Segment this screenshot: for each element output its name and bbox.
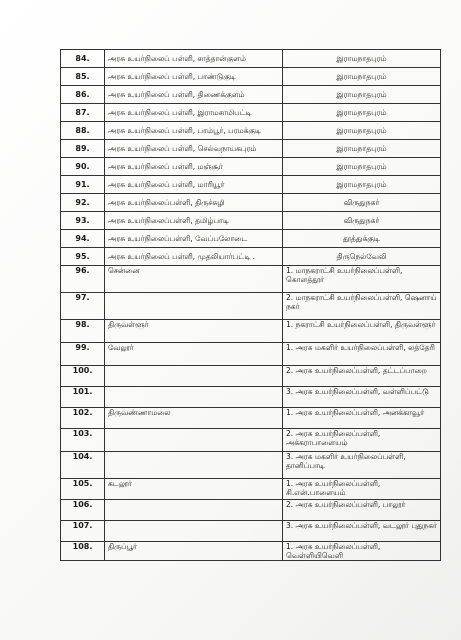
school-name: 2. அரசு உயர்நிலைப்பள்ளி, தட்டப்பாறை: [283, 366, 441, 387]
school-name: 3. அரசு உயர்நிலைப்பள்ளி, வடலூர் புதுநகர்: [283, 521, 441, 542]
district-name: இராமநாதபுரம்: [283, 176, 441, 194]
district-name: வேலூர்: [105, 343, 283, 366]
school-name: 3. அரசு உயர்நிலைப்பள்ளி, வள்ளிப்பட்டு: [283, 387, 441, 408]
district-name: இராமநாதபுரம்: [283, 104, 441, 122]
school-name: அரசு உயர்நிலைப் பள்ளி, செல்வநாயகபுரம்: [105, 140, 283, 158]
district-name: இராமநாதபுரம்: [283, 140, 441, 158]
table-row: [61, 266, 441, 293]
row-number: 90.: [61, 158, 105, 176]
school-name: அரசு உயர்நிலைப் பள்ளி, பாம்பூர், பரமக்குடி: [105, 122, 283, 140]
district-name: திருவண்ணாமலை: [105, 408, 283, 429]
district-name: தூத்துக்குடி: [283, 230, 441, 248]
district-name: [105, 429, 283, 452]
district-name: [105, 366, 283, 387]
table-row: [61, 542, 441, 561]
row-number: 108.: [61, 542, 105, 561]
table-row: [61, 248, 441, 266]
row-number: 102.: [61, 408, 105, 429]
row-number: 104.: [61, 452, 105, 479]
row-number: 105.: [61, 479, 105, 500]
row-number: 89.: [61, 140, 105, 158]
row-number: 87.: [61, 104, 105, 122]
table-row: [61, 158, 441, 176]
table-row: [61, 122, 441, 140]
school-name: அரசு உயர்நிலைப்பள்ளி, தமிழ்பாடி: [105, 212, 283, 230]
school-name: 2. அரசு உயர்நிலைப்பள்ளி, அக்கராபாளையம்: [283, 429, 441, 452]
school-name: அரசு உயர்நிலைப் பள்ளி, திணைக்குளம்: [105, 86, 283, 104]
school-name: 1. அரசு உயர்நிலைப்பள்ளி, அனக்காவூர்: [283, 408, 441, 429]
school-name: அரசு உயர்நிலைப் பள்ளி, இராமசாமிபட்டி: [105, 104, 283, 122]
district-name: [105, 452, 283, 479]
row-number: 106.: [61, 500, 105, 521]
school-name: 1. அரசு உயர்நிலைப்பள்ளி, சி.என்.பாளையம்: [283, 479, 441, 500]
row-number: 84.: [61, 50, 105, 68]
table-row: [61, 452, 441, 479]
table-row: [61, 320, 441, 343]
district-name: [105, 387, 283, 408]
row-number: 101.: [61, 387, 105, 408]
row-number: 98.: [61, 320, 105, 343]
district-name: இராமநாதபுரம்: [283, 122, 441, 140]
district-name: திருப்பூர்: [105, 542, 283, 561]
row-number: 99.: [61, 343, 105, 366]
row-number: 94.: [61, 230, 105, 248]
row-number: 103.: [61, 429, 105, 452]
table-row: [61, 387, 441, 408]
district-name: இராமநாதபுரம்: [283, 86, 441, 104]
district-name: இராமநாதபுரம்: [283, 68, 441, 86]
row-number: 85.: [61, 68, 105, 86]
row-number: 100.: [61, 366, 105, 387]
school-name: அரசு உயர்நிலைப்பள்ளி, வேப்பலோடை: [105, 230, 283, 248]
row-number: 91.: [61, 176, 105, 194]
row-number: 92.: [61, 194, 105, 212]
district-name: [105, 293, 283, 320]
district-name: திருவள்ளூர்: [105, 320, 283, 343]
school-name: அரசு உயர்நிலைப் பள்ளி, மாரியூர்: [105, 176, 283, 194]
row-number: 95.: [61, 248, 105, 266]
table-row: [61, 104, 441, 122]
school-name: 1. அரசு மகளிர் உயர்நிலைப்பள்ளி, லத்தேரி: [283, 343, 441, 366]
table-row: [61, 521, 441, 542]
table-row: [61, 230, 441, 248]
table-row: [61, 212, 441, 230]
table-row: [61, 366, 441, 387]
school-name: அரசு உயர்நிலைப் பள்ளி, மஞ்சூர்: [105, 158, 283, 176]
table-row: [61, 176, 441, 194]
district-name: [105, 500, 283, 521]
district-name: இராமநாதபுரம்: [283, 50, 441, 68]
row-number: 107.: [61, 521, 105, 542]
table-row: [61, 429, 441, 452]
school-name: அரசு உயர்நிலைப் பள்ளி, முதலியார்பட்டி .: [105, 248, 283, 266]
district-name: விருதுநகர்: [283, 194, 441, 212]
school-name: 3. அரசு மகளிர் உயர்நிலைப்பள்ளி, தானிப்பாடி: [283, 452, 441, 479]
district-name: இராமநாதபுரம்: [283, 158, 441, 176]
row-number: 93.: [61, 212, 105, 230]
row-number: 97.: [61, 293, 105, 320]
district-name: திருநெல்வேலி: [283, 248, 441, 266]
school-name: 1. மாநகராட்சி உயர்நிலைப்பள்ளி, கொளத்தூர்: [283, 266, 441, 293]
table-row: [61, 500, 441, 521]
school-name: அரசு உயர்நிலைப் பள்ளி, பாண்டுகுடி: [105, 68, 283, 86]
district-name: கடலூர்: [105, 479, 283, 500]
row-number: 88.: [61, 122, 105, 140]
table-row: [61, 86, 441, 104]
district-name: விருதுநகர்: [283, 212, 441, 230]
table-row: [61, 194, 441, 212]
table-row: [61, 343, 441, 366]
table-body-multi: [61, 266, 441, 561]
row-number: 96.: [61, 266, 105, 293]
table-body-simple: [61, 50, 441, 266]
school-name: அரசு உயர்நிலைப்பள்ளி, திருச்சுழி: [105, 194, 283, 212]
school-name: 1. நகராட்சி உயர்நிலைப்பள்ளி, திருவள்ளூர்: [283, 320, 441, 343]
table-row: [61, 293, 441, 320]
table-row: [61, 479, 441, 500]
schools-table: [60, 49, 441, 561]
district-name: [105, 521, 283, 542]
table-row: [61, 68, 441, 86]
row-number: 86.: [61, 86, 105, 104]
school-name: 2. மாநகராட்சி உயர்நிலைப்பள்ளி, ஷெனாய் நகர்: [283, 293, 441, 320]
table-row: [61, 140, 441, 158]
school-name: 2. அரசு உயர்நிலைப்பள்ளி, பாலூர்: [283, 500, 441, 521]
school-name: அரசு உயர்நிலைப் பள்ளி, சாத்தான்குளம்: [105, 50, 283, 68]
table-row: [61, 50, 441, 68]
table-row: [61, 408, 441, 429]
district-name: சென்னை: [105, 266, 283, 293]
school-name: 1. அரசு உயர்நிலைப்பள்ளி, வெள்ளியிவெளி: [283, 542, 441, 561]
